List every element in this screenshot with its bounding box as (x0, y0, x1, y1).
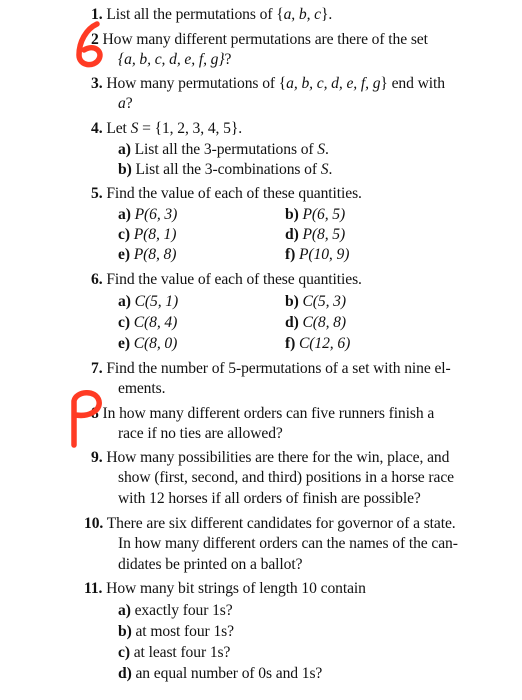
part-text: at least four 1s? (133, 644, 231, 661)
math-expression: C(5, 1) (134, 293, 179, 310)
problem-text: ements. (118, 380, 166, 397)
problem-6a (118, 292, 178, 312)
problem-5 (91, 184, 362, 204)
part-label: b) (285, 206, 299, 223)
problem-2-line-1 (91, 30, 428, 50)
problem-11c (118, 643, 230, 663)
part-label: b) (118, 161, 132, 178)
problem-text: List all the permutations of { (106, 6, 284, 23)
problem-4a (118, 140, 329, 160)
problem-5a (118, 205, 177, 225)
problem-4 (91, 119, 242, 139)
problem-6b (285, 292, 346, 312)
part-text: List all the 3-combinations of (135, 161, 321, 178)
part-label: f) (285, 335, 296, 352)
problem-3-line-2 (118, 94, 133, 114)
math-set: a, b, c, d, e, f, g (286, 75, 381, 92)
problem-10-line-2 (118, 534, 458, 554)
math-expression: C(8, 0) (133, 335, 178, 352)
problem-text: How many different permutations are there of the set (102, 31, 428, 48)
part-label: c) (118, 644, 130, 661)
math-expression: P(8, 1) (133, 226, 177, 243)
problem-text: with 12 horses if all orders of finish are possible? (118, 490, 421, 507)
problem-text: How many permutations of { (106, 75, 287, 92)
problem-number: 5. (91, 185, 103, 202)
part-label: d) (285, 314, 299, 331)
math-var: S (320, 161, 329, 178)
problem-text: Find the number of 5-permutations of a set with nine el- (106, 360, 451, 377)
part-label: c) (118, 226, 130, 243)
problem-5d (285, 225, 345, 245)
problem-number: 4. (91, 120, 103, 137)
problem-text: In how many different orders can five runners finish a (102, 405, 435, 422)
problem-number: 11. (84, 580, 103, 597)
problem-6d (285, 313, 346, 333)
math-expression: P(6, 5) (302, 206, 346, 223)
part-label: d) (118, 665, 132, 682)
part-label: a) (118, 206, 131, 223)
problem-text: In how many different orders can the names of the can- (118, 535, 458, 552)
part-text: an equal number of 0s and 1s? (135, 665, 323, 682)
part-text-tail: . (328, 161, 333, 178)
problem-5f (285, 245, 349, 265)
problem-text: How many possibilities are there for the win, place, and (106, 449, 450, 466)
problem-number: 7. (91, 360, 103, 377)
problem-number: 8 (91, 405, 99, 422)
problem-9-line-2 (118, 468, 454, 488)
problem-text: How many bit strings of length 10 contain (106, 580, 366, 597)
problem-text-tail: ? (224, 51, 232, 68)
problem-10-line-1 (84, 514, 456, 534)
part-label: b) (285, 293, 299, 310)
problem-3-line-1 (91, 74, 445, 94)
problem-8-line-1 (91, 404, 434, 424)
problem-text-tail: } end with (380, 75, 445, 92)
part-label: c) (118, 314, 130, 331)
problem-11a (118, 601, 233, 621)
part-label: e) (118, 335, 130, 352)
part-label: a) (118, 141, 131, 158)
math-expression: C(5, 3) (302, 293, 346, 310)
problem-text: didates be printed on a ballot? (118, 556, 303, 573)
problem-9-line-3 (118, 489, 421, 509)
problem-number: 10. (84, 515, 104, 532)
math-expression: P(10, 9) (299, 246, 350, 263)
math-var: a (118, 95, 126, 112)
problem-text-tail: }. (321, 6, 333, 23)
problem-1 (91, 5, 332, 25)
math-expression: C(8, 8) (302, 314, 346, 331)
math-expression: C(12, 6) (299, 335, 351, 352)
problem-5e (118, 245, 176, 265)
math-set: a, b, c (283, 6, 322, 23)
problem-text: Let (106, 120, 131, 137)
math-expression: = {1, 2, 3, 4, 5}. (138, 120, 243, 137)
part-label: f) (285, 246, 296, 263)
problem-7-line-1 (91, 359, 451, 379)
part-label: d) (285, 226, 299, 243)
problem-6e (118, 334, 177, 354)
problem-6f (285, 334, 350, 354)
problem-6c (118, 313, 177, 333)
problem-4b (118, 160, 332, 180)
problem-11 (84, 579, 366, 599)
math-expression: P(6, 3) (134, 206, 178, 223)
problem-8-line-2 (118, 424, 283, 444)
problem-text: Find the value of each of these quantities. (106, 185, 362, 202)
problem-text: There are six different candidates for governor of a state. (106, 515, 456, 532)
problem-2-line-2 (118, 50, 231, 70)
part-label: e) (118, 246, 130, 263)
problem-5b (285, 205, 345, 225)
problem-5c (118, 225, 176, 245)
math-expression: P(8, 5) (302, 226, 346, 243)
math-expression: P(8, 8) (133, 246, 177, 263)
problem-number: 9. (91, 449, 103, 466)
problem-text: show (first, second, and third) positions in a horse race (118, 469, 454, 486)
part-text: exactly four 1s? (134, 602, 233, 619)
problem-10-line-3 (118, 555, 302, 575)
part-label: a) (118, 602, 131, 619)
part-text: at most four 1s? (135, 623, 234, 640)
part-label: b) (118, 623, 132, 640)
problem-number: 1. (91, 6, 103, 23)
problem-9-line-1 (91, 448, 449, 468)
math-set: {a, b, c, d, e, f, g} (118, 51, 225, 68)
problem-text: Find the value of each of these quantities. (106, 271, 362, 288)
problem-text: race if no ties are allowed? (118, 425, 283, 442)
problem-number: 3. (91, 75, 103, 92)
problem-number: 2 (91, 31, 99, 48)
problem-7-line-2 (118, 379, 165, 399)
problem-11d (118, 664, 322, 684)
part-label: a) (118, 293, 131, 310)
part-text-tail: . (325, 141, 329, 158)
problem-text-tail: ? (125, 95, 133, 112)
part-text: List all the 3-permutations of (134, 141, 318, 158)
problem-11b (118, 622, 234, 642)
math-var: S (130, 120, 139, 137)
problem-number: 6. (91, 271, 103, 288)
problem-6 (91, 270, 362, 290)
math-expression: C(8, 4) (133, 314, 178, 331)
math-var: S (317, 141, 325, 158)
